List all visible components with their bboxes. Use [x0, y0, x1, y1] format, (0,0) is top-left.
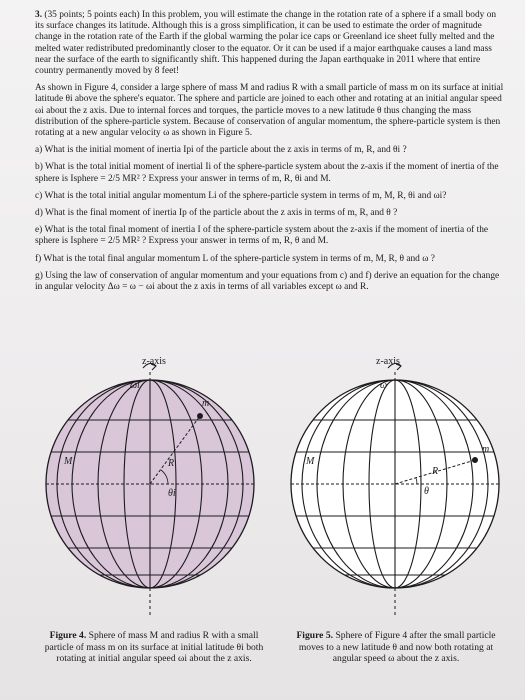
question-g: g) Using the law of conservation of angular momentum and your equations from c) and f) derive an equation for the change in angular velocity Δω = ω − ωi about the z axis in terms of all variables except ω and R.: [35, 270, 500, 293]
question-c: c) What is the total initial angular momentum Li of the sphere-particle system in terms of m, M, R, θi and ωi?: [35, 190, 447, 201]
question-f: f) What is the total final angular momentum L of the sphere-particle system in terms of m, M, R, θ and ω ?: [35, 253, 435, 264]
question-b: b) What is the total initial moment of inertial Ii of the sphere-particle system about the z-axis if the moment of inertia of the sphere is Isphere = 2/5 MR² ? Express your answer in terms of m, R, θi and M.: [35, 162, 499, 184]
figure4-caption-text: Sphere of mass M and radius R with a small particle of mass m on its surface at initial latitude θi both rotating at initial angular speed ωi about the z axis.: [44, 630, 264, 664]
figure5-caption-text: Sphere of Figure 4 after the small particle moves to a new latitude θ and now both rotating at angular speed ω about the z axis.: [298, 630, 496, 664]
fig5-angle-label: θ: [424, 486, 429, 497]
fig4-mass-label: M: [64, 456, 73, 467]
fig4-omega-label: ωi: [130, 380, 140, 391]
question-e: e) What is the total final moment of inertia I of the sphere-particle system about the z-axis if the moment of inertia of the sphere is Isphere = 2/5 MR² ? Express your answer in terms of m, R, θ and M.: [35, 225, 489, 247]
fig5-omega-label: ω: [380, 380, 388, 391]
question-a: a) What is the initial moment of inertia Ipi of the particle about the z axis in terms of m, R, and θi ?: [35, 145, 407, 156]
intro-paragraph: (35 points; 5 points each) In this problem, you will estimate the change in the rotation rate of a sphere if a small body on its surface changes its latitude. Although this is a gross simplification, it can be used to estimate the order of magnitude change in the rotation rate of the Earth if the global warming the polar ice caps or Greenland ice sheet fully melted and the melted water redistributed predominantly closer to the equator. Or it can be used if a major earthquake causes a land mass near the surface of the earth to significantly shift. This happened during the Japan earthquake in 2011 where that entire country permanently moved by 8 feet!: [35, 10, 497, 77]
fig4-particle-label: m: [202, 398, 210, 409]
setup-paragraph: As shown in Figure 4, consider a large sphere of mass M and radius R with a small particle of mass m on its surface at initial latitude θi above the sphere's equator. The sphere and particle are joined to each other and rotating at an initial angular speed ωi about the z axis. Due to internal forces and torques, the particle moves to a new latitude θ thus changing the mass distribution of the sphere-particle system. Because of conservation of angular momentum, the sphere-particle system is then rotating at a new angular velocity ω as shown in Figure 5.: [35, 83, 504, 139]
fig5-particle-label: m: [482, 444, 490, 455]
figure4-caption-title: Figure 4.: [49, 630, 87, 641]
fig5-axis-label: z-axis: [376, 356, 400, 367]
fig4-sphere: [40, 363, 260, 618]
figure5-caption-title: Figure 5.: [296, 630, 334, 641]
problem-number: 3.: [35, 10, 43, 20]
figure5-caption: [290, 630, 502, 665]
fig5-radius-label: R: [432, 466, 439, 477]
fig5-mass-label: M: [306, 456, 315, 467]
fig4-radius-label: R: [168, 458, 175, 469]
question-d: d) What is the final moment of inertia Ip of the particle about the z axis in terms of m, R, and θ ?: [35, 208, 398, 219]
figure4-caption: [38, 630, 270, 665]
fig4-angle-label: θi: [168, 488, 176, 499]
fig5-sphere: [285, 363, 505, 618]
fig4-axis-label: z-axis: [142, 356, 166, 367]
